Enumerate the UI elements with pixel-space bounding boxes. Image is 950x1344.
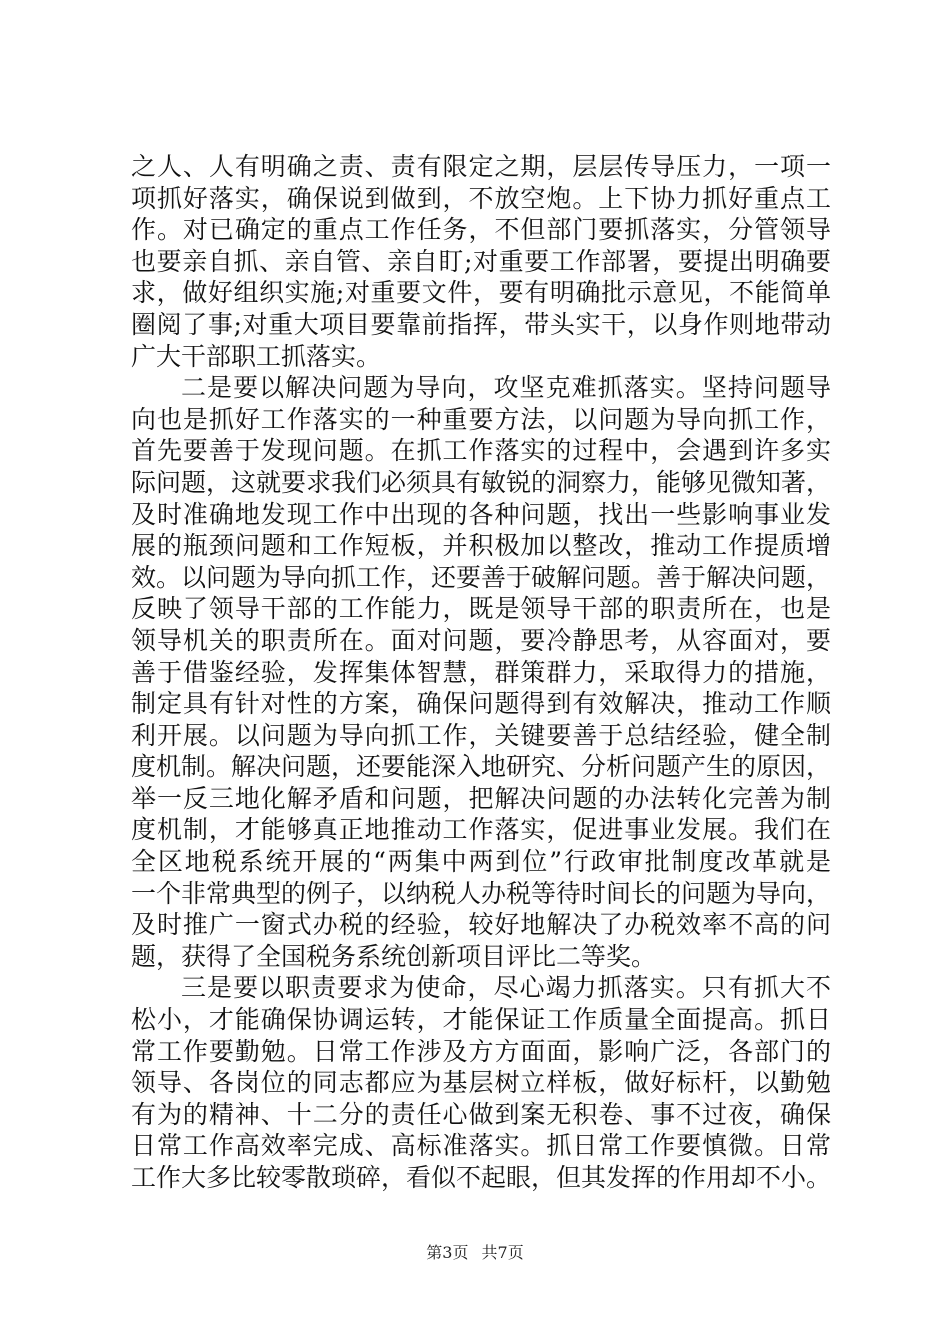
text-line: 求，做好组织实施;对重要文件，要有明确批示意见，不能简单 — [131, 278, 831, 308]
text-line: 全区地税系统开展的“两集中两到位”行政审批制度改革就是 — [131, 847, 831, 877]
text-line: 也要亲自抓、亲自管、亲自盯;对重要工作部署，要提出明确要 — [131, 246, 831, 276]
paragraph-start-line: 二是要以解决问题为导向，攻坚克难抓落实。坚持问题导 — [181, 373, 831, 403]
text-line: 项抓好落实，确保说到做到，不放空炮。上下协力抓好重点工 — [131, 183, 831, 213]
text-line: 及时推广一窗式办税的经验，较好地解决了办税效率不高的问 — [131, 910, 831, 940]
text-line: 利开展。以问题为导向抓工作，关键要善于总结经验，健全制 — [131, 720, 831, 750]
text-line: 常工作要勤勉。日常工作涉及方方面面，影响广泛，各部门的 — [131, 1036, 831, 1066]
text-line: 展的瓶颈问题和工作短板，并积极加以整改，推动工作提质增 — [131, 531, 831, 561]
page-number: 第3页 — [426, 1243, 469, 1262]
text-line: 作。对已确定的重点工作任务，不但部门要抓落实，分管领导 — [131, 215, 831, 245]
text-line: 反映了领导干部的工作能力，既是领导干部的职责所在，也是 — [131, 594, 831, 624]
text-line: 之人、人有明确之责、责有限定之期，层层传导压力，一项一 — [131, 152, 831, 181]
text-line: 工作大多比较零散琐碎，看似不起眼，但其发挥的作用却不小。 — [131, 1163, 832, 1192]
text-line: 广大干部职工抓落实。 — [131, 341, 382, 371]
text-line: 一个非常典型的例子，以纳税人办税等待时间长的问题为导向， — [131, 878, 832, 908]
text-line: 善于借鉴经验，发挥集体智慧，群策群力，采取得力的措施， — [131, 657, 831, 687]
text-line: 题，获得了全国税务系统创新项目评比二等奖。 — [131, 941, 657, 971]
page-footer — [0, 1240, 950, 1263]
text-line: 圈阅了事;对重大项目要靠前指挥，带头实干，以身作则地带动 — [131, 309, 831, 339]
text-line: 际问题，这就要求我们必须具有敏锐的洞察力，能够见微知著， — [131, 467, 832, 497]
text-line: 度机制，才能够真正地推动工作落实，促进事业发展。我们在 — [131, 815, 831, 845]
page-total: 共7页 — [481, 1243, 524, 1262]
text-line: 效。以问题为导向抓工作，还要善于破解问题。善于解决问题， — [131, 562, 832, 592]
text-line: 及时准确地发现工作中出现的各种问题，找出一些影响事业发 — [131, 499, 831, 529]
text-line: 制定具有针对性的方案，确保问题得到有效解决，推动工作顺 — [131, 689, 831, 719]
text-line: 有为的精神、十二分的责任心做到案无积卷、事不过夜，确保 — [131, 1099, 831, 1129]
text-line: 松小，才能确保协调运转，才能保证工作质量全面提高。抓日 — [131, 1005, 831, 1035]
text-line: 领导机关的职责所在。面对问题，要冷静思考，从容面对，要 — [131, 625, 831, 655]
text-line: 度机制。解决问题，还要能深入地研究、分析问题产生的原因， — [131, 752, 832, 782]
text-line: 首先要善于发现问题。在抓工作落实的过程中，会遇到许多实 — [131, 436, 831, 466]
text-line: 日常工作高效率完成、高标准落实。抓日常工作要慎微。日常 — [131, 1131, 831, 1161]
body-text — [131, 151, 831, 1194]
text-line: 领导、各岗位的同志都应为基层树立样板，做好标杆，以勤勉 — [131, 1068, 831, 1098]
text-line: 向也是抓好工作落实的一种重要方法，以问题为导向抓工作， — [131, 404, 831, 434]
text-line: 举一反三地化解矛盾和问题，把解决问题的办法转化完善为制 — [131, 783, 831, 813]
paragraph-start-line: 三是要以职责要求为使命，尽心竭力抓落实。只有抓大不 — [181, 973, 831, 1003]
